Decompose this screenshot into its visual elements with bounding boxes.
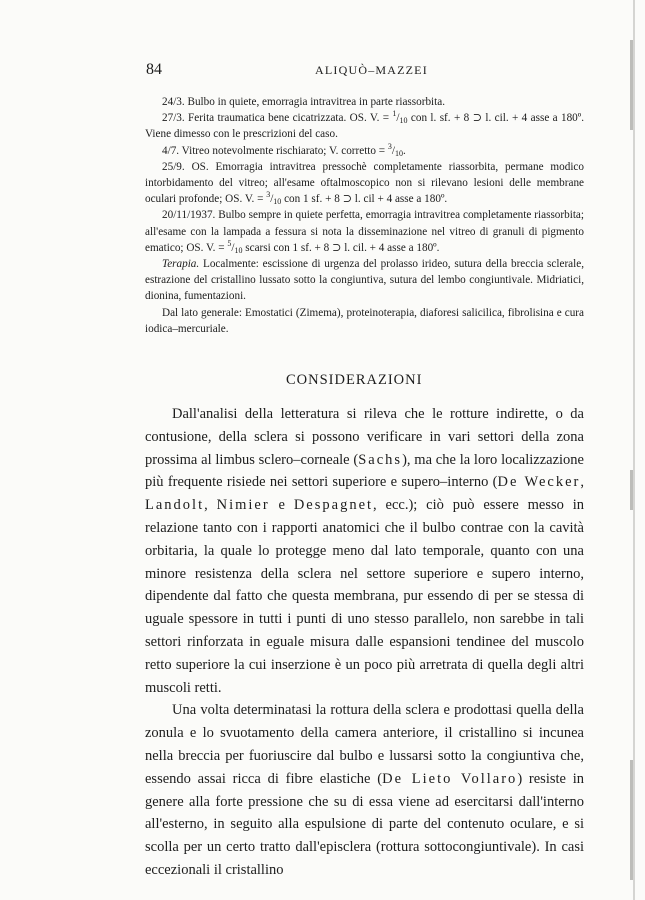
body-paragraph: Una volta determinatasi la rottura della sclera e prodottasi quella della zonula e lo svuotamento della camera anteriore, il cristallino si incunea nella breccia per fuoriuscire dal bulbo e lussarsi sotto la congiuntiva che, essendo assai ricca di fibre elastiche (De Lieto Vollaro) resiste in genere alla forte pressione che su di essa viene ad esercitarsi dall'interno all'esterno, in seguito alla espulsione di parte del contenuto oculare, e si scolla per un certo tratto dall'episclera (rottura sottocongiuntivale). In casi eccezionali il cristallino [145,702,585,878]
author-name: Nimier [216,497,270,514]
section-title: CONSIDERAZIONI [286,372,423,388]
running-head: ALIQUÒ–MAZZEI [315,63,428,77]
case-note-4-7: 4/7. Vitreo notevolmente rischiarato; V. corretto = $^3/_{10}$. [162,141,406,158]
lens-symbol: ⊃ [472,112,482,125]
body-paragraph: Dall'analisi della letteratura si rileva che le rotture indirette, o da contusione, della sclera si possono verificare in vari settori della zona prossima al limbus sclero–corneale (Sachs), ma che la loro localizzazione più frequente risiede nei settori superiore e supero–interno (De Wecker, Landolt, Nimier e Despagnet, ecc.); ciò può essere messo in relazione tanto con i rapporti anatomici che il bulbo contrae con la cavità orbitaria, la quale lo protegge meno dal lato temporale, quanto con una minore resistenza della sclera nel settore superiore e supero interno, dipendente dal fatto che questa membrana, pur essendo di per se stessa di uguale spessore in tutti i punti di uno stesso parallelo, non sarebbe in tali settori rinforzata in eguale misura dalle espansioni tendinee del muscolo retto superiore la cui inserzione è un poco più arretrata di quella degli altri muscoli retti. [145,406,585,696]
author-name: Despagnet [293,497,374,514]
case-note-generale: Dal lato generale: Emostatici (Zimema), proteinoterapia, diaforesi salicilica, fibrolisina e cura iodica–mercuriale. [145,306,584,335]
fraction: $^3/_{10}$ [387,141,404,158]
page-edge-mark [630,470,633,510]
page-edge-line [633,0,635,900]
author-name: Sachs [358,451,403,468]
case-note-24-3: 24/3. Bulbo in quiete, emorragia intravitrea in parte riassorbita. [162,96,446,108]
page-edge-mark [630,40,633,130]
case-note-20-11-1937: 20/11/1937. Bulbo sempre in quiete perfetta, emorragia intravitrea completamente riassorbita; all'esame con la lampada a fessura si nota la disseminazione nel vitreo di granuli di pigmento ematico; OS. V. = $^5/_{10}$ scarsi con 1 sf. + 8 ⊃ l. cil. + 4 asse a 180º. [145,209,584,255]
fraction: $^3/_{10}$ [266,190,282,207]
terapia-label: Terapia. [162,258,200,271]
fraction: $^5/_{10}$ [227,238,243,255]
body-text [145,403,584,882]
case-notes [145,94,584,337]
author-name: De Wecker [497,474,581,491]
author-name: Landolt [145,497,205,514]
case-note-terapia: Terapia. Localmente: escissione di urgenza del prolasso irideo, sutura della breccia sclerale, estrazione del cristallino lussato sotto la congiuntiva, sutura del lembo congiuntivale. Midriatici, dionina, fumentazioni. [145,258,585,303]
fraction: $^1/_{10}$ [392,109,408,126]
lens-symbol: ⊃ [342,193,352,206]
page-edge-mark [630,760,633,880]
case-note-27-3: 27/3. Ferita traumatica bene cicatrizzata. OS. V. = $^1/_{10}$ con l. sf. + 8 ⊃ l. cil. + 4 asse a 180º. Viene dimesso con le prescrizioni del caso. [145,109,585,141]
page-number: 84 [146,61,162,78]
author-name: De Lieto Vollaro [382,770,518,787]
case-note-25-9: 25/9. OS. Emorragia intravitrea pressochè completamente riassorbita, permane modico intorbidamento del vitreo; all'esame oftalmoscopico non si rilevano lesioni delle membrane oculari profonde; OS. V. = $^3/_{10}$ con 1 sf. + 8 ⊃ l. cil + 4 asse a 180º. [145,160,584,207]
lens-symbol: ⊃ [332,241,342,254]
